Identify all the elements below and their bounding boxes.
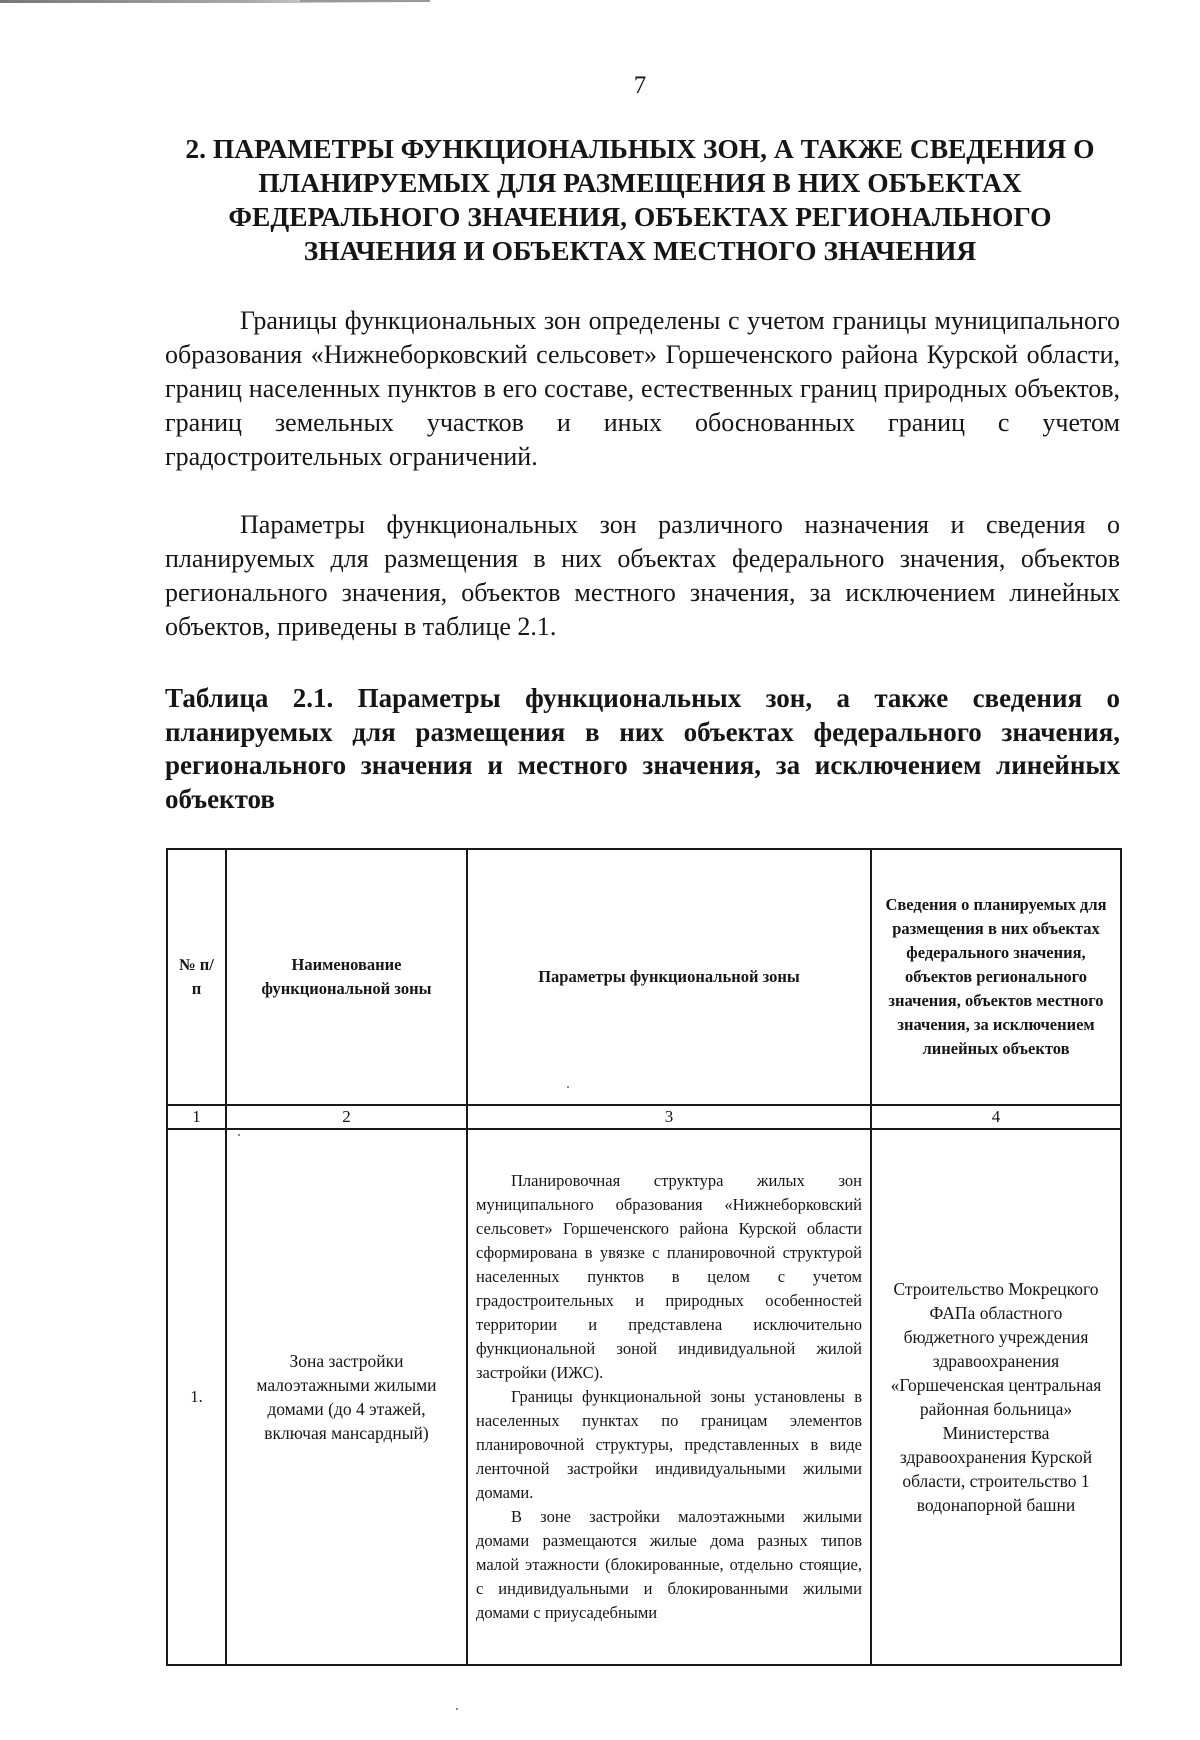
body-paragraph: Параметры функциональных зон различного назначения и сведения о планируемых для размещения в них объектах федерального значения, объектов регионального значения, объектов местного значения, за исключением линейных объектов, приведены в таблице 2.1. — [165, 510, 1120, 641]
parameters-paragraph: Планировочная структура жилых зон муниципального образования «Нижнеборковский сельсовет» Горшеченского района Курской области сформирована в увязке с планировочной структурой населенных пунктов в целом с учетом градостроительных и природных особенностей территории и представлена исключительно функциональной зоной индивидуальной жилой застройки (ИЖС). — [476, 1171, 862, 1382]
column-number: 2 — [226, 1105, 467, 1129]
column-number-row — [167, 1105, 1121, 1129]
scan-edge-mark — [300, 0, 430, 2]
page-number: 7 — [633, 72, 647, 99]
zone-name-cell: Зона застройки малоэтажными жилыми домами (до 4 этажей, включая мансардный) — [226, 1129, 467, 1665]
header-cell-planned-objects: Сведения о планируемых для размещения в них объектах федерального значения, объектов регионального значения, объектов местного значения, за исключением линейных объектов — [871, 849, 1121, 1105]
parameters-paragraph: Границы функциональной зоны установлены в населенных пунктах по границам элементов планировочной структуры, представленных в виде ленточной застройки индивидуальными жилыми домами. — [476, 1387, 862, 1502]
body-paragraph: Границы функциональных зон определены с учетом границы муниципального образования «Нижнеборковский сельсовет» Горшеченского района Курской области, границ населенных пунктов в его составе, естественных границ природных объектов, границ земельных участков и иных обоснованных границ с учетом градостроительных ограничений. — [165, 306, 1120, 471]
column-number: 3 — [467, 1105, 871, 1129]
planned-objects-cell: Строительство Мокрецкого ФАПа областного бюджетного учреждения здравоохранения «Горшеченская центральная районная больница» Министерства здравоохранения Курской области, строительство 1 водонапорной башни — [871, 1129, 1121, 1665]
scan-speck — [238, 1134, 240, 1136]
table-header-row — [167, 849, 1121, 1105]
header-cell-zone-name: Наименование функциональной зоны — [226, 849, 467, 1105]
header-cell-parameters: Параметры функциональной зоны — [467, 849, 871, 1105]
functional-zones-table — [166, 848, 1122, 1666]
parameters-paragraph: В зоне застройки малоэтажными жилыми домами размещаются жилые дома разных типов малой этажности (блокированные, отдельно стоящие, с индивидуальными и блокированными жилыми домами с приусадебными — [476, 1507, 862, 1622]
column-number: 4 — [871, 1105, 1121, 1129]
table-row — [167, 1129, 1121, 1665]
column-number: 1 — [167, 1105, 226, 1129]
scan-speck — [567, 1086, 569, 1088]
table-caption: Таблица 2.1. Параметры функциональных зон, а также сведения о планируемых для размещения в них объектах федерального значения, регионального значения и местного значения, за исключением линейных объектов — [165, 683, 1120, 814]
scan-speck — [456, 1708, 458, 1710]
row-number: 1. — [167, 1129, 226, 1665]
section-title: 2. ПАРАМЕТРЫ ФУНКЦИОНАЛЬНЫХ ЗОН, А ТАКЖЕ СВЕДЕНИЯ О ПЛАНИРУЕМЫХ ДЛЯ РАЗМЕЩЕНИЯ В НИХ ОБЪЕКТАХ ФЕДЕРАЛЬНОГО ЗНАЧЕНИЯ, ОБЪЕКТАХ РЕГИОНАЛЬНОГО ЗНАЧЕНИЯ И ОБЪЕКТАХ МЕСТНОГО ЗНАЧЕНИЯ — [185, 133, 1095, 266]
header-cell-number: № п/п — [167, 849, 226, 1105]
zone-parameters-cell — [467, 1129, 871, 1665]
